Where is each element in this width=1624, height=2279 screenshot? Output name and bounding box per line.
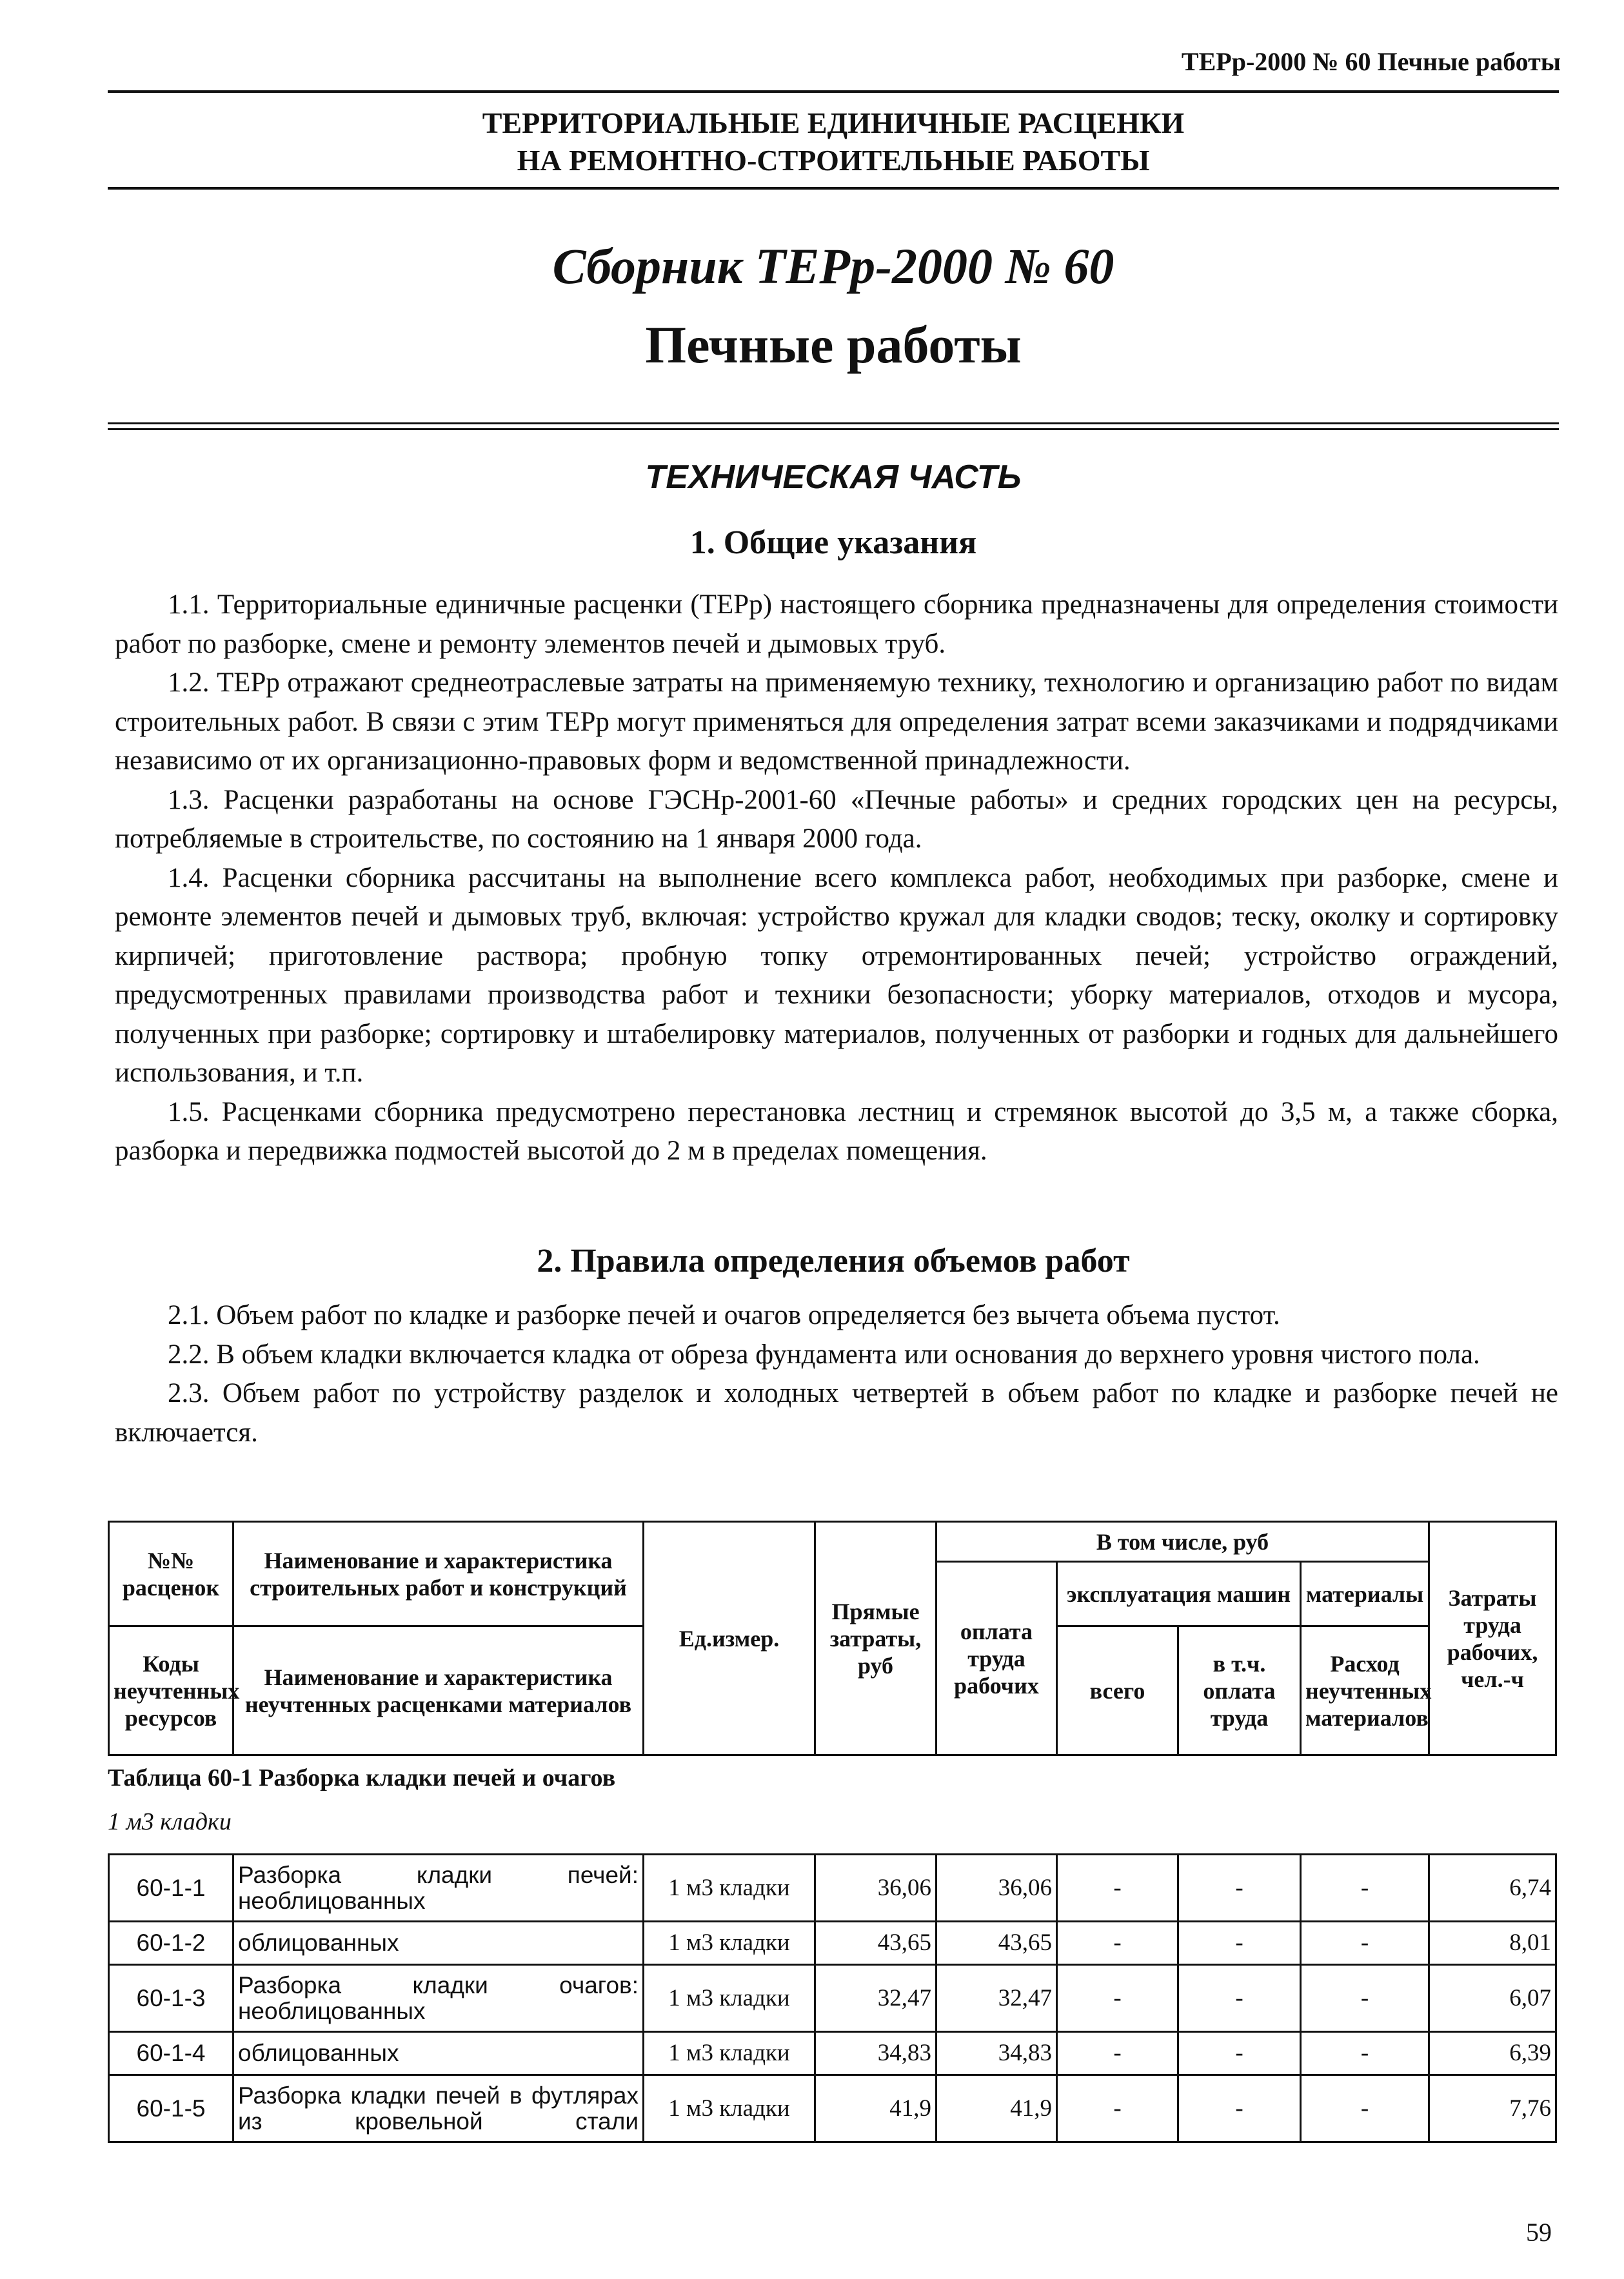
paragraph-1-4: 1.4. Расценки сборника рассчитаны на выполнение всего комплекса работ, необходимых при разборке, смене и ремонте элементов печей и дымовых труб, включая: устройство кружал для кладки сводов; теску, околку и сортировку кирпичей; приготовление раствора; пробную топку отремонтированных печей; устройство ограждений, предусмотренных правилами производства работ и техники безопасности; уборку материалов, отходов и мусора, полученных при разборке; сортировку и штабелировку материалов, полученных от разборки и годных для дальнейшего использования, и т.п. — [115, 862, 1558, 1088]
main-title — [108, 104, 1559, 179]
table-caption: Таблица 60-1 Разборка кладки печей и очагов — [108, 1764, 616, 1791]
cell-machine-wage: - — [1178, 1965, 1301, 2032]
cell-wage: 41,9 — [936, 2075, 1057, 2142]
collection-title: Сборник ТЕРр-2000 № 60 — [552, 238, 1114, 294]
cell-machines: - — [1057, 1922, 1178, 1965]
main-title-line-1: ТЕРРИТОРИАЛЬНЫЕ ЕДИНИЧНЫЕ РАСЦЕНКИ — [482, 106, 1185, 139]
double-rule-top — [108, 422, 1559, 424]
cell-labor: 6,39 — [1429, 2032, 1556, 2075]
cell-labor: 7,76 — [1429, 2075, 1556, 2142]
cell-machines: - — [1057, 1965, 1178, 2032]
table-row — [109, 1922, 1556, 1965]
cell-name: Разборка кладки печей в футлярах из кровельной стали — [233, 2075, 644, 2142]
header-total: всего — [1057, 1626, 1178, 1755]
cell-name: Разборка кладки печей: необлицованных — [233, 1855, 644, 1922]
cell-unit: 1 м3 кладки — [644, 2075, 815, 2142]
cell-labor: 6,07 — [1429, 1965, 1556, 2032]
cell-code: 60-1-4 — [109, 2032, 233, 2075]
table-row — [109, 2032, 1556, 2075]
paragraph-1-5: 1.5. Расценками сборника предусмотрено перестановка лестниц и стремянок высотой до 3,5 м, а также сборка, разборка и передвижка подмостей высотой до 2 м в пределах помещения. — [115, 1096, 1558, 1166]
table-row — [109, 1965, 1556, 2032]
header-labor: Затраты труда рабочих, чел.-ч — [1429, 1522, 1556, 1755]
table-unit: 1 м3 кладки — [108, 1808, 232, 1835]
main-title-line-2: НА РЕМОНТНО-СТРОИТЕЛЬНЫЕ РАБОТЫ — [517, 144, 1150, 177]
header-rule — [108, 90, 1559, 93]
paragraph-1-2: 1.2. ТЕРр отражают среднеотраслевые затраты на применяемую технику, технологию и организацию работ по видам строительных работ. В связи с этим ТЕРр могут применяться для определения затрат всеми заказчиками и подрядчиками независимо от их организационно-правовых форм и ведомственной принадлежности. — [115, 667, 1558, 776]
cell-name: облицованных — [233, 2032, 644, 2075]
cell-code: 60-1-5 — [109, 2075, 233, 2142]
table-row — [109, 1855, 1556, 1922]
header-num: №№ расценок — [109, 1522, 233, 1626]
title-rule — [108, 187, 1559, 190]
cell-machines: - — [1057, 1855, 1178, 1922]
paragraph-2-3: 2.3. Объем работ по устройству разделок и холодных четвертей в объем работ по кладке и разборке печей не включается. — [115, 1378, 1558, 1448]
cell-materials: - — [1301, 2032, 1429, 2075]
rules-heading: 2. Правила определения объемов работ — [537, 1243, 1130, 1279]
cell-name: облицованных — [233, 1922, 644, 1965]
cell-labor: 6,74 — [1429, 1855, 1556, 1922]
cell-unit: 1 м3 кладки — [644, 1922, 815, 1965]
header-machines: эксплуатация машин — [1057, 1562, 1301, 1626]
cell-name: Разборка кладки очагов: необлицованных — [233, 1965, 644, 2032]
rates-table — [108, 1853, 1557, 2143]
cell-direct: 43,65 — [815, 1922, 936, 1965]
header-direct: Прямые затраты, руб — [815, 1522, 936, 1755]
cell-direct: 34,83 — [815, 2032, 936, 2075]
cell-direct: 36,06 — [815, 1855, 936, 1922]
table-row — [109, 2075, 1556, 2142]
cell-wage: 34,83 — [936, 2032, 1057, 2075]
cell-labor: 8,01 — [1429, 1922, 1556, 1965]
cell-materials: - — [1301, 1855, 1429, 1922]
paragraph-2-2: 2.2. В объем кладки включается кладка от обреза фундамента или основания до верхнего уровня чистого пола. — [168, 1339, 1480, 1370]
header-name2: Наименование и характеристика неучтенных расценками материалов — [233, 1626, 644, 1755]
cell-materials: - — [1301, 1965, 1429, 2032]
cell-code: 60-1-1 — [109, 1855, 233, 1922]
header-incl: В том числе, руб — [936, 1522, 1429, 1562]
cell-direct: 32,47 — [815, 1965, 936, 2032]
paragraph-2-1: 2.1. Объем работ по кладке и разборке печей и очагов определяется без вычета объема пустот. — [168, 1300, 1280, 1330]
header-unit: Ед.измер. — [644, 1522, 815, 1755]
cell-unit: 1 м3 кладки — [644, 2032, 815, 2075]
cell-unit: 1 м3 кладки — [644, 1855, 815, 1922]
header-consumption: Расход неучтенных материалов — [1301, 1626, 1429, 1755]
cell-machine-wage: - — [1178, 2032, 1301, 2075]
header-name: Наименование и характеристика строительных работ и конструкций — [233, 1522, 644, 1626]
paragraph-1-1: 1.1. Территориальные единичные расценки (ТЕРр) настоящего сборника предназначены для определения стоимости работ по разборке, смене и ремонту элементов печей и дымовых труб. — [115, 589, 1558, 659]
header-wage: оплата труда рабочих — [936, 1562, 1057, 1755]
general-paragraphs — [115, 586, 1558, 1171]
cell-machine-wage: - — [1178, 1922, 1301, 1965]
cell-code: 60-1-3 — [109, 1965, 233, 2032]
cell-materials: - — [1301, 2075, 1429, 2142]
cell-wage: 32,47 — [936, 1965, 1057, 2032]
cell-materials: - — [1301, 1922, 1429, 1965]
header-codes: Коды неучтенных ресурсов — [109, 1626, 233, 1755]
section-title: Печные работы — [645, 315, 1022, 374]
cell-machine-wage: - — [1178, 2075, 1301, 2142]
tech-part-heading: ТЕХНИЧЕСКАЯ ЧАСТЬ — [645, 459, 1022, 496]
cell-machines: - — [1057, 2032, 1178, 2075]
double-rule-bottom — [108, 428, 1559, 430]
cell-machines: - — [1057, 2075, 1178, 2142]
column-header-table — [108, 1521, 1557, 1756]
header-materials: материалы — [1301, 1562, 1429, 1626]
cell-unit: 1 м3 кладки — [644, 1965, 815, 2032]
header-incl-wage: в т.ч. оплата труда — [1178, 1626, 1301, 1755]
page-number: 59 — [1526, 2218, 1552, 2247]
cell-code: 60-1-2 — [109, 1922, 233, 1965]
paragraph-1-3: 1.3. Расценки разработаны на основе ГЭСНр-2001-60 «Печные работы» и средних городских цен на ресурсы, потребляемые в строительстве, по состоянию на 1 января 2000 года. — [115, 784, 1558, 854]
cell-direct: 41,9 — [815, 2075, 936, 2142]
cell-wage: 43,65 — [936, 1922, 1057, 1965]
cell-wage: 36,06 — [936, 1855, 1057, 1922]
general-heading: 1. Общие указания — [689, 524, 977, 561]
running-header: ТЕРр-2000 № 60 Печные работы — [1181, 47, 1561, 76]
rules-paragraphs — [115, 1296, 1558, 1452]
cell-machine-wage: - — [1178, 1855, 1301, 1922]
